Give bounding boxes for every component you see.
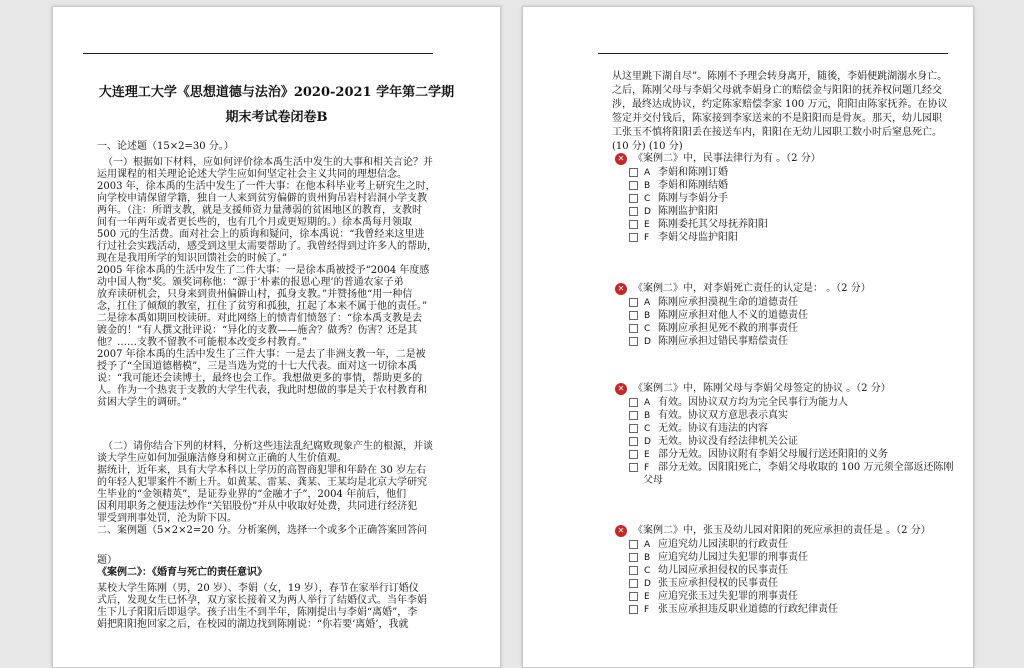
option-text: 张玉应承担侵权的民事责任 bbox=[658, 578, 778, 589]
text-line: 生毕业的“金领精英”，是证券业界的“金融才子”，2004 年前后，他们 bbox=[97, 489, 407, 500]
option-checkbox[interactable] bbox=[629, 605, 638, 614]
text-line: 涉，最终达成协议，约定陈家赔偿李家 100 万元，阳阳由陈家抚养。在协议 bbox=[612, 99, 948, 110]
question-prompt: 《案例二》中，民事法律行为有 。（2 分） bbox=[633, 153, 821, 164]
header-rule bbox=[83, 53, 433, 54]
option-checkbox[interactable] bbox=[629, 233, 638, 242]
text-line: 罪受到刑事处罚，沦为阶下囚。 bbox=[97, 513, 237, 524]
option-letter: F bbox=[644, 233, 650, 243]
option-letter: C bbox=[644, 566, 651, 576]
text-line: (10 分) (10 分) bbox=[612, 141, 683, 152]
text-line: 运用课程的相关理论论述大学生应如何坚定社会主义共同的理想信念。 bbox=[97, 169, 407, 180]
option-letter: F bbox=[644, 463, 650, 473]
option-d[interactable] bbox=[629, 436, 798, 448]
text-line: 谈大学生应如何加强廉洁修身和树立正确的人生价值观。 bbox=[97, 453, 347, 464]
wrong-answer-icon: ✕ bbox=[615, 153, 627, 165]
text-line: 念，扛住了倾颓的教室，扛住了贫穷和孤独，扛起了本来不属于他的责任。” bbox=[97, 301, 428, 312]
option-letter: B bbox=[644, 181, 651, 191]
question-prompt: 《案例二》中，对李娟死亡责任的认定是： 。（2 分） bbox=[633, 283, 871, 294]
text-line: 2005 年徐本禹的生活中发生了二件大事：一是徐本禹被授予“2004 年度感 bbox=[97, 265, 430, 276]
option-text: 应追究幼儿园过失犯罪的刑事责任 bbox=[658, 552, 808, 563]
wrong-answer-icon: ✕ bbox=[615, 525, 627, 537]
exam-title-line1: 大连理工大学《思想道德与法治》2020-2021 学年第二学期 bbox=[98, 85, 455, 100]
option-text: 应追究幼儿园渎职的行政责任 bbox=[658, 539, 788, 550]
text-line: 某校大学生陈刚（男，20 岁）、李娟（女，19 岁），春节在家举行订婚仪 bbox=[97, 583, 419, 594]
option-letter: D bbox=[644, 579, 651, 589]
option-checkbox[interactable] bbox=[629, 168, 638, 177]
option-letter: A bbox=[644, 168, 651, 178]
option-text: 部分无效。因协议附有李娟父母履行送还阳阳的义务 bbox=[658, 449, 888, 460]
text-line: 式后，发现女生已怀孕，双方家长接着又为两人举行了结婚仪式。当年李娟 bbox=[97, 595, 427, 606]
option-text: 应追究张玉过失犯罪的刑事责任 bbox=[658, 591, 798, 602]
option-text: 李娟和陈刚订婚 bbox=[658, 167, 728, 178]
text-line: 二是徐本禹如期回校读研。对此网络上的愤青们愤怒了：“徐本禹支教是去 bbox=[97, 313, 423, 324]
text-line: 的年轻人犯罪案件不断上升。如黄某、雷某、龚某、王某均是北京大学研究 bbox=[97, 477, 427, 488]
option-letter: C bbox=[644, 424, 651, 434]
option-cont bbox=[643, 475, 663, 487]
text-line: 因利用职务之便违法炒作“关铝股份”并从中收取好处费，共同进行经济犯 bbox=[97, 501, 418, 512]
option-checkbox[interactable] bbox=[629, 411, 638, 420]
option-a[interactable] bbox=[629, 167, 728, 179]
option-b[interactable] bbox=[629, 410, 788, 422]
text-line: 现在是我用所学的知识回馈社会的时候了。” bbox=[97, 253, 288, 264]
text-line: 两年。（注：所谓支教，就是支援师资力量薄弱的贫困地区的教育，支教时 bbox=[97, 205, 422, 216]
option-letter: A bbox=[644, 298, 651, 308]
header-rule bbox=[598, 53, 948, 54]
option-a[interactable] bbox=[629, 539, 788, 551]
option-text: 无效。协议没有经法律机关公证 bbox=[658, 436, 798, 447]
option-text: 陈刚监护阳阳 bbox=[658, 206, 718, 217]
option-checkbox[interactable] bbox=[629, 398, 638, 407]
text-line: 间有一年两年或者更长些的，也有几个月或更短期的。）徐本禹每月领取 bbox=[97, 217, 412, 228]
option-checkbox[interactable] bbox=[629, 592, 638, 601]
text-line: （一）根据如下材料，应如何评价徐本禹生活中发生的大事和相关言论？并 bbox=[103, 157, 433, 168]
option-letter: E bbox=[644, 220, 650, 230]
option-letter: E bbox=[644, 450, 650, 460]
option-e[interactable] bbox=[629, 219, 768, 231]
text-line: 《案例二》：《婚育与死亡的责任意识》 bbox=[97, 567, 267, 578]
option-letter: D bbox=[644, 337, 651, 347]
text-line: 从这里跳下湖自尽”。陈刚不予理会转身离开，随後，李娟便跳湖溺水身亡。 bbox=[612, 71, 948, 82]
option-b[interactable] bbox=[629, 180, 728, 192]
text-line: 授予了“全国道德楷模”，三是当选为党的十七大代表。面对这一切徐本禹 bbox=[97, 361, 418, 372]
wrong-answer-icon: ✕ bbox=[615, 383, 627, 395]
option-checkbox[interactable] bbox=[629, 566, 638, 575]
option-checkbox[interactable] bbox=[629, 207, 638, 216]
option-letter: B bbox=[644, 553, 651, 563]
option-d[interactable] bbox=[629, 206, 718, 218]
option-c[interactable] bbox=[629, 193, 728, 205]
option-letter: E bbox=[644, 592, 650, 602]
text-line: 动中国人物”奖。颁奖词称他：“源于‘朴素的报恩心理’的普通农家子弟 bbox=[97, 277, 404, 288]
option-checkbox[interactable] bbox=[629, 337, 638, 346]
option-checkbox[interactable] bbox=[629, 220, 638, 229]
option-e[interactable] bbox=[629, 591, 798, 603]
text-line: 说：“我可能还会读博士，最终也会工作。我想做更多的事情，帮助更多的 bbox=[97, 373, 423, 384]
option-text: 李娟和陈刚结婚 bbox=[658, 180, 728, 191]
question-prompt: 《案例二》中，张玉及幼儿园对阳阳的死应承担的责任是 。（2 分） bbox=[633, 525, 931, 536]
text-line: 向学校申请保留学籍，独自一人来到贫穷偏僻的贵州狗吊岩村岩洞小学支教 bbox=[97, 193, 427, 204]
text-line: 行过社会实践活动，感受到这里太需要帮助了。我曾经得到过许多人的帮助， bbox=[97, 241, 437, 252]
option-letter: A bbox=[644, 398, 651, 408]
text-line: 签定并交付钱后，陈家接到李家送来的不是阳阳而是骨灰。那天，幼儿园职 bbox=[612, 113, 942, 124]
option-text: 陈刚与李娟分手 bbox=[658, 193, 728, 204]
text-line: 娟把阳阳抱回家之后，在校园的湖边找到陈刚说：“你若要‘离婚’，我就 bbox=[97, 619, 409, 630]
wrong-answer-icon: ✕ bbox=[615, 283, 627, 295]
question-prompt: 《案例二》中，陈刚父母与李娟父母签定的协议 。（2 分） bbox=[633, 383, 891, 394]
option-text: 陈刚应承担见死不救的刑事责任 bbox=[658, 323, 798, 334]
option-c[interactable] bbox=[629, 323, 798, 335]
option-letter: C bbox=[644, 194, 651, 204]
option-text: 张玉应承担违反职业道德的行政纪律责任 bbox=[658, 604, 838, 615]
option-checkbox[interactable] bbox=[629, 181, 638, 190]
text-line: 题） bbox=[97, 555, 117, 566]
option-checkbox[interactable] bbox=[629, 553, 638, 562]
text-line: 他？……支教不留教不可能根本改变乡村教育。” bbox=[97, 337, 308, 348]
option-a[interactable] bbox=[629, 397, 848, 409]
option-checkbox[interactable] bbox=[629, 298, 638, 307]
text-line: 贫困大学生的调研。” bbox=[97, 397, 188, 408]
text-line: 放弃读研机会，只身来到贵州偏僻山村，孤身支教。”并赞扬他“用一种信 bbox=[97, 289, 413, 300]
text-line: 镀金的！”有人撰文批评说：“异化的支教——施舍？做秀？伤害？还是其 bbox=[97, 325, 418, 336]
option-letter: B bbox=[644, 411, 651, 421]
option-f[interactable] bbox=[629, 604, 838, 616]
option-f[interactable] bbox=[629, 462, 953, 474]
option-text: 父母 bbox=[643, 475, 663, 486]
text-line: 2003 年，徐本禹的生活中发生了一件大事：在他本科毕业考上研究生之时， bbox=[97, 181, 436, 192]
text-line: 据统计，近年来，具有大学本科以上学历的高智商犯罪和年龄在 30 岁左右 bbox=[97, 465, 427, 476]
option-b[interactable] bbox=[629, 310, 808, 322]
option-letter: F bbox=[644, 605, 650, 615]
text-line: 500 元的生活费。面对社会上的质询和疑问，徐本禹说：“我曾经来这里进 bbox=[97, 229, 425, 240]
page-right bbox=[522, 6, 974, 668]
text-line: 之后，陈刚父母与李娟父母就李娟身亡的赔偿金与阳阳的抚养权问题几经交 bbox=[612, 85, 942, 96]
option-text: 有效。协议双方意思表示真实 bbox=[658, 410, 788, 421]
option-text: 有效。因协议双方均为完全民事行为能力人 bbox=[658, 397, 848, 408]
option-checkbox[interactable] bbox=[629, 540, 638, 549]
option-checkbox[interactable] bbox=[629, 424, 638, 433]
text-line: （二）请你结合下列的材料，分析这些违法乱纪腐败现象产生的根源，并谈 bbox=[103, 441, 433, 452]
option-letter: C bbox=[644, 324, 651, 334]
text-line: 人。作为一个热衷于支教的大学生代表，我此时想做的事是关于农村教育和 bbox=[97, 385, 427, 396]
option-f[interactable] bbox=[629, 232, 738, 244]
option-letter: D bbox=[644, 437, 651, 447]
option-checkbox[interactable] bbox=[629, 311, 638, 320]
option-checkbox[interactable] bbox=[629, 579, 638, 588]
option-letter: B bbox=[644, 311, 651, 321]
option-text: 部分无效。因阳阳死亡，李娟父母收取的 100 万元须全部返还陈刚 bbox=[658, 462, 954, 473]
option-e[interactable] bbox=[629, 449, 888, 461]
option-text: 陈刚应承担漠视生命的道德责任 bbox=[658, 297, 798, 308]
option-text: 陈刚应承担对他人不义的道德责任 bbox=[658, 310, 808, 321]
text-line: 一、论述题（15×2=30 分。） bbox=[97, 141, 234, 152]
option-letter: D bbox=[644, 207, 651, 217]
option-text: 李娟父母监护阳阳 bbox=[658, 232, 738, 243]
option-c[interactable] bbox=[629, 423, 768, 435]
option-text: 幼儿园应承担侵权的民事责任 bbox=[658, 565, 788, 576]
option-text: 陈刚委托其父母抚养阳阳 bbox=[658, 219, 768, 230]
option-d[interactable] bbox=[629, 578, 778, 590]
option-d[interactable] bbox=[629, 336, 788, 348]
option-checkbox[interactable] bbox=[629, 450, 638, 459]
option-letter: A bbox=[644, 540, 651, 550]
option-checkbox[interactable] bbox=[629, 437, 638, 446]
text-line: 工张玉不慎将阳阳丢在接送车内，阳阳在无幼儿园职工数小时后窒息死亡。 bbox=[612, 127, 942, 138]
exam-title-line2: 期末考试卷闭卷B bbox=[225, 110, 328, 125]
option-c[interactable] bbox=[629, 565, 788, 577]
option-checkbox[interactable] bbox=[629, 194, 638, 203]
option-text: 陈刚应承担过错民事赔偿责任 bbox=[658, 336, 788, 347]
option-a[interactable] bbox=[629, 297, 798, 309]
option-checkbox[interactable] bbox=[629, 324, 638, 333]
text-line: 二、案例题（5×2×2=20 分。分析案例，选择一个或多个正确答案回答问 bbox=[97, 525, 428, 536]
option-text: 无效。协议有违法的内容 bbox=[658, 423, 768, 434]
text-line: 生下儿子阳阳后即退学。孩子出生不到半年，陈刚提出与李娟“离婚”，李 bbox=[97, 607, 418, 618]
text-line: 2007 年徐本禹的生活中发生了三件大事：一是去了非洲支教一年，二是被 bbox=[97, 349, 426, 360]
option-checkbox[interactable] bbox=[629, 463, 638, 472]
page-left bbox=[52, 6, 501, 668]
option-b[interactable] bbox=[629, 552, 808, 564]
